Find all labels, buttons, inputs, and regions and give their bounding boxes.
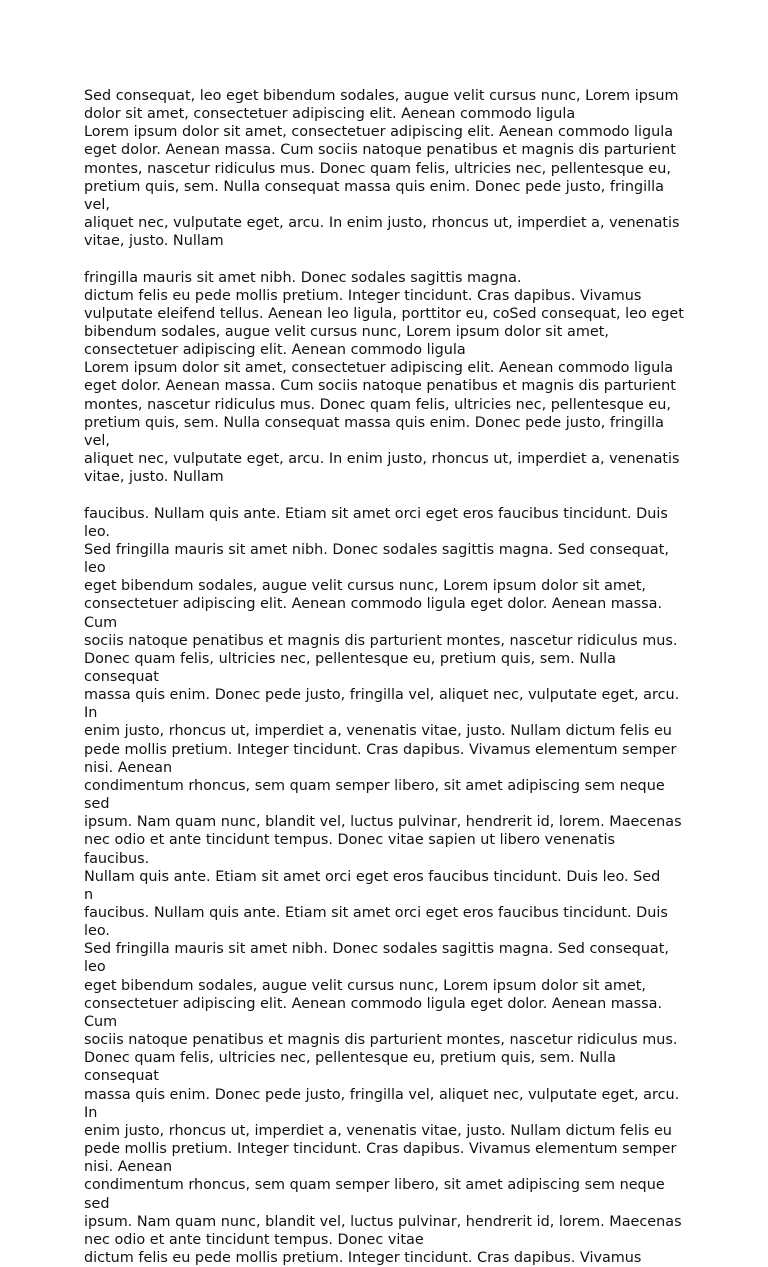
paragraph-3: faucibus. Nullam quis ante. Etiam sit amet orci eget eros faucibus tincidunt. Duis leo. Sed fringilla mauris sit amet nibh. Donec sodales sagittis magna. Sed consequat, leo eget bibendum sodales, augue velit cursus nunc, Lorem ipsum dolor sit amet, consectetuer adipiscing elit. Aenean commodo ligula eget dolor. Aenean massa. Cum sociis natoque penatibus et magnis dis parturient montes, nascetur ridiculus mus. Donec quam felis, ultricies nec, pellentesque eu, pretium quis, sem. Nulla consequat massa quis enim. Donec pede justo, fringilla vel, aliquet nec, vulputate eget, arcu. In enim justo, rhoncus ut, imperdiet a, venenatis vitae, justo. Nullam dictum felis eu pede mollis pretium. Integer tincidunt. Cras dapibus. Vivamus elementum semper nisi. Aenean condimentum rhoncus, sem quam semper libero, sit amet adipiscing sem neque sed ipsum. Nam quam nunc, blandit vel, luctus pulvinar, hendrerit id, lorem. Maecenas nec odio et ante tincidunt tempus. Donec vitae sapien ut libero venenatis faucibus. Nullam quis ante. Etiam sit amet orci eget eros faucibus tincidunt. Duis leo. Sed n faucibus. Nullam quis ante. Etiam sit amet orci eget eros faucibus tincidunt. Duis leo. Sed fringilla mauris sit amet nibh. Donec sodales sagittis magna. Sed consequat, leo eget bibendum sodales, augue velit cursus nunc, Lorem ipsum dolor sit amet, consectetuer adipiscing elit. Aenean commodo ligula eget dolor. Aenean massa. Cum sociis natoque penatibus et magnis dis parturient montes, nascetur ridiculus mus. Donec quam felis, ultricies nec, pellentesque eu, pretium quis, sem. Nulla consequat massa quis enim. Donec pede justo, fringilla vel, aliquet nec, vulputate eget, arcu. In enim justo, rhoncus ut, imperdiet a, venenatis vitae, justo. Nullam dictum felis eu pede mollis pretium. Integer tincidunt. Cras dapibus. Vivamus elementum semper nisi. Aenean condimentum rhoncus, sem quam semper libero, sit amet adipiscing sem neque sed ipsum. Nam quam nunc, blandit vel, luctus pulvinar, hendrerit id, lorem. Maecenas nec odio et ante tincidunt tempus. Donec vitae dictum felis eu pede mollis pretium. Integer tincidunt. Cras dapibus. Vivamus <box>84 505 682 1266</box>
paragraph-gap <box>84 250 684 268</box>
paragraph-1: Sed consequat, leo eget bibendum sodales, augue velit cursus nunc, Lorem ipsum dolor sit amet, consectetuer adipiscing elit. Aenean commodo ligula Lorem ipsum dolor sit amet, consectetuer adipiscing elit. Aenean commodo ligula eget dolor. Aenean massa. Cum sociis natoque penatibus et magnis dis parturient montes, nascetur ridiculus mus. Donec quam felis, ultricies nec, pellentesque eu, pretium quis, sem. Nulla consequat massa quis enim. Donec pede justo, fringilla vel, aliquet nec, vulputate eget, arcu. In enim justo, rhoncus ut, imperdiet a, venenatis vitae, justo. Nullam <box>84 88 680 250</box>
document-page <box>84 87 684 1267</box>
paragraph-gap <box>84 486 684 504</box>
paragraph-2: fringilla mauris sit amet nibh. Donec sodales sagittis magna. dictum felis eu pede mollis pretium. Integer tincidunt. Cras dapibus. Vivamus vulputate eleifend tellus. Aenean leo ligula, porttitor eu, coSed consequat, leo eget bibendum sodales, augue velit cursus nunc, Lorem ipsum dolor sit amet, consectetuer adipiscing elit. Aenean commodo ligula Lorem ipsum dolor sit amet, consectetuer adipiscing elit. Aenean commodo ligula eget dolor. Aenean massa. Cum sociis natoque penatibus et magnis dis parturient montes, nascetur ridiculus mus. Donec quam felis, ultricies nec, pellentesque eu, pretium quis, sem. Nulla consequat massa quis enim. Donec pede justo, fringilla vel, aliquet nec, vulputate eget, arcu. In enim justo, rhoncus ut, imperdiet a, venenatis vitae, justo. Nullam <box>84 269 684 486</box>
